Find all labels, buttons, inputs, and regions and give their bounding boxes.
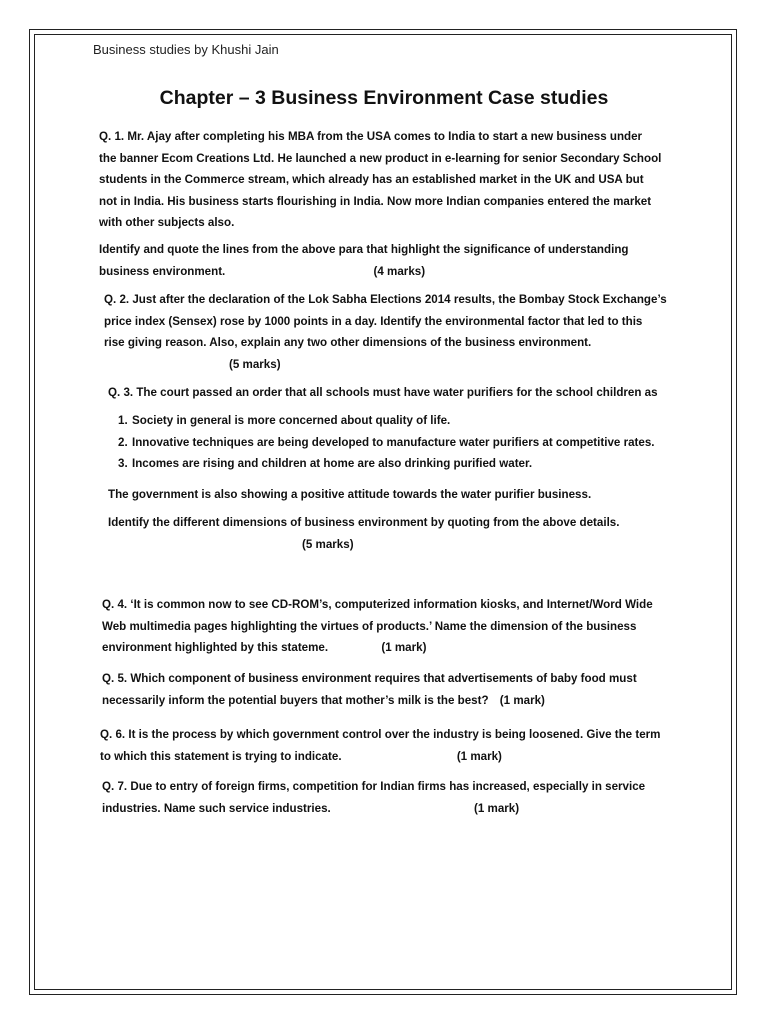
question-3-marks: (5 marks) — [302, 538, 354, 551]
question-7-text: industries. Name such service industries. — [102, 801, 331, 815]
question-1-line: Q. 1. Mr. Ajay after completing his MBA from the USA comes to India to start a new business under — [99, 130, 643, 143]
question-6 — [100, 724, 661, 767]
question-1-task — [99, 239, 629, 282]
question-1-line: the banner Ecom Creations Ltd. He launched a new product in e-learning for senior Secondary School — [99, 151, 662, 165]
list-item-text: Innovative techniques are being developed to manufacture water purifiers at competitive rates. — [132, 435, 655, 449]
question-4 — [102, 594, 653, 659]
question-4-line: Q. 4. ‘It is common now to see CD-ROM’s, computerized information kiosks, and Internet/Word Wide — [102, 598, 653, 611]
question-1-line: not in India. His business starts flourishing in India. Now more Indian companies entered the market — [99, 194, 652, 208]
question-4-text: environment highlighted by this stateme. — [102, 641, 329, 654]
question-2 — [104, 289, 667, 375]
question-7 — [102, 776, 645, 819]
question-4-line — [102, 637, 653, 659]
question-7-line — [102, 798, 645, 820]
question-5-line: Q. 5. Which component of business environment requires that advertisements of baby food must — [102, 672, 637, 685]
question-2-line: Q. 2. Just after the declaration of the Lok Sabha Elections 2014 results, the Bombay Stock Exchange’s — [104, 293, 667, 306]
question-3-intro: Q. 3. The court passed an order that all schools must have water purifiers for the school children as — [108, 386, 658, 399]
question-5-line — [102, 690, 637, 712]
question-5-text: necessarily inform the potential buyers that mother’s milk is the best? — [102, 693, 489, 707]
list-item — [118, 453, 655, 475]
list-item-text: Incomes are rising and children at home are also drinking purified water. — [132, 457, 533, 470]
question-7-line: Q. 7. Due to entry of foreign firms, competition for Indian firms has increased, especially in service — [102, 780, 646, 793]
question-2-marks: (5 marks) — [229, 357, 281, 371]
question-2-line: price index (Sensex) rose by 1000 points in a day. Identify the environmental factor that led to this — [104, 314, 643, 328]
question-6-text: to which this statement is trying to indicate. — [100, 749, 342, 763]
list-item-number: 1. — [118, 414, 128, 427]
question-3-list — [118, 410, 655, 475]
question-4-marks: (1 mark) — [381, 641, 427, 654]
question-1 — [99, 126, 661, 234]
question-3-task: Identify the different dimensions of business environment by quoting from the above details. — [108, 516, 620, 529]
list-item — [118, 410, 655, 432]
question-6-line: Q. 6. It is the process by which government control over the industry is being loosened. Give the term — [100, 728, 661, 741]
question-6-line — [100, 746, 661, 768]
page-title: Chapter – 3 Business Environment Case studies — [159, 87, 609, 109]
author-note: Business studies by Khushi Jain — [93, 42, 279, 57]
list-item-text: Society in general is more concerned about quality of life. — [132, 414, 451, 427]
question-7-marks: (1 mark) — [473, 801, 520, 815]
question-1-line: students in the Commerce stream, which already has an established market in the UK and USA but — [99, 173, 644, 186]
question-1-task-line — [99, 261, 629, 283]
list-item-number: 3. — [118, 457, 128, 470]
question-1-task-text: business environment. — [99, 264, 226, 278]
question-3-government: The government is also showing a positive attitude towards the water purifier business. — [108, 488, 592, 501]
list-item — [118, 432, 655, 454]
question-1-line: with other subjects also. — [99, 216, 235, 229]
question-5-marks: (1 mark) — [499, 693, 545, 707]
list-item-number: 2. — [118, 435, 128, 449]
question-5 — [102, 668, 637, 711]
question-4-line: Web multimedia pages highlighting the virtues of products.’ Name the dimension of the business — [102, 619, 637, 633]
question-1-marks: (4 marks) — [373, 264, 426, 278]
question-6-marks: (1 mark) — [456, 749, 502, 763]
question-2-line: rise giving reason. Also, explain any two other dimensions of the business environment. — [104, 336, 592, 349]
question-1-task-line: Identify and quote the lines from the above para that highlight the significance of understanding — [99, 243, 629, 256]
question-2-marks-line — [104, 354, 667, 376]
